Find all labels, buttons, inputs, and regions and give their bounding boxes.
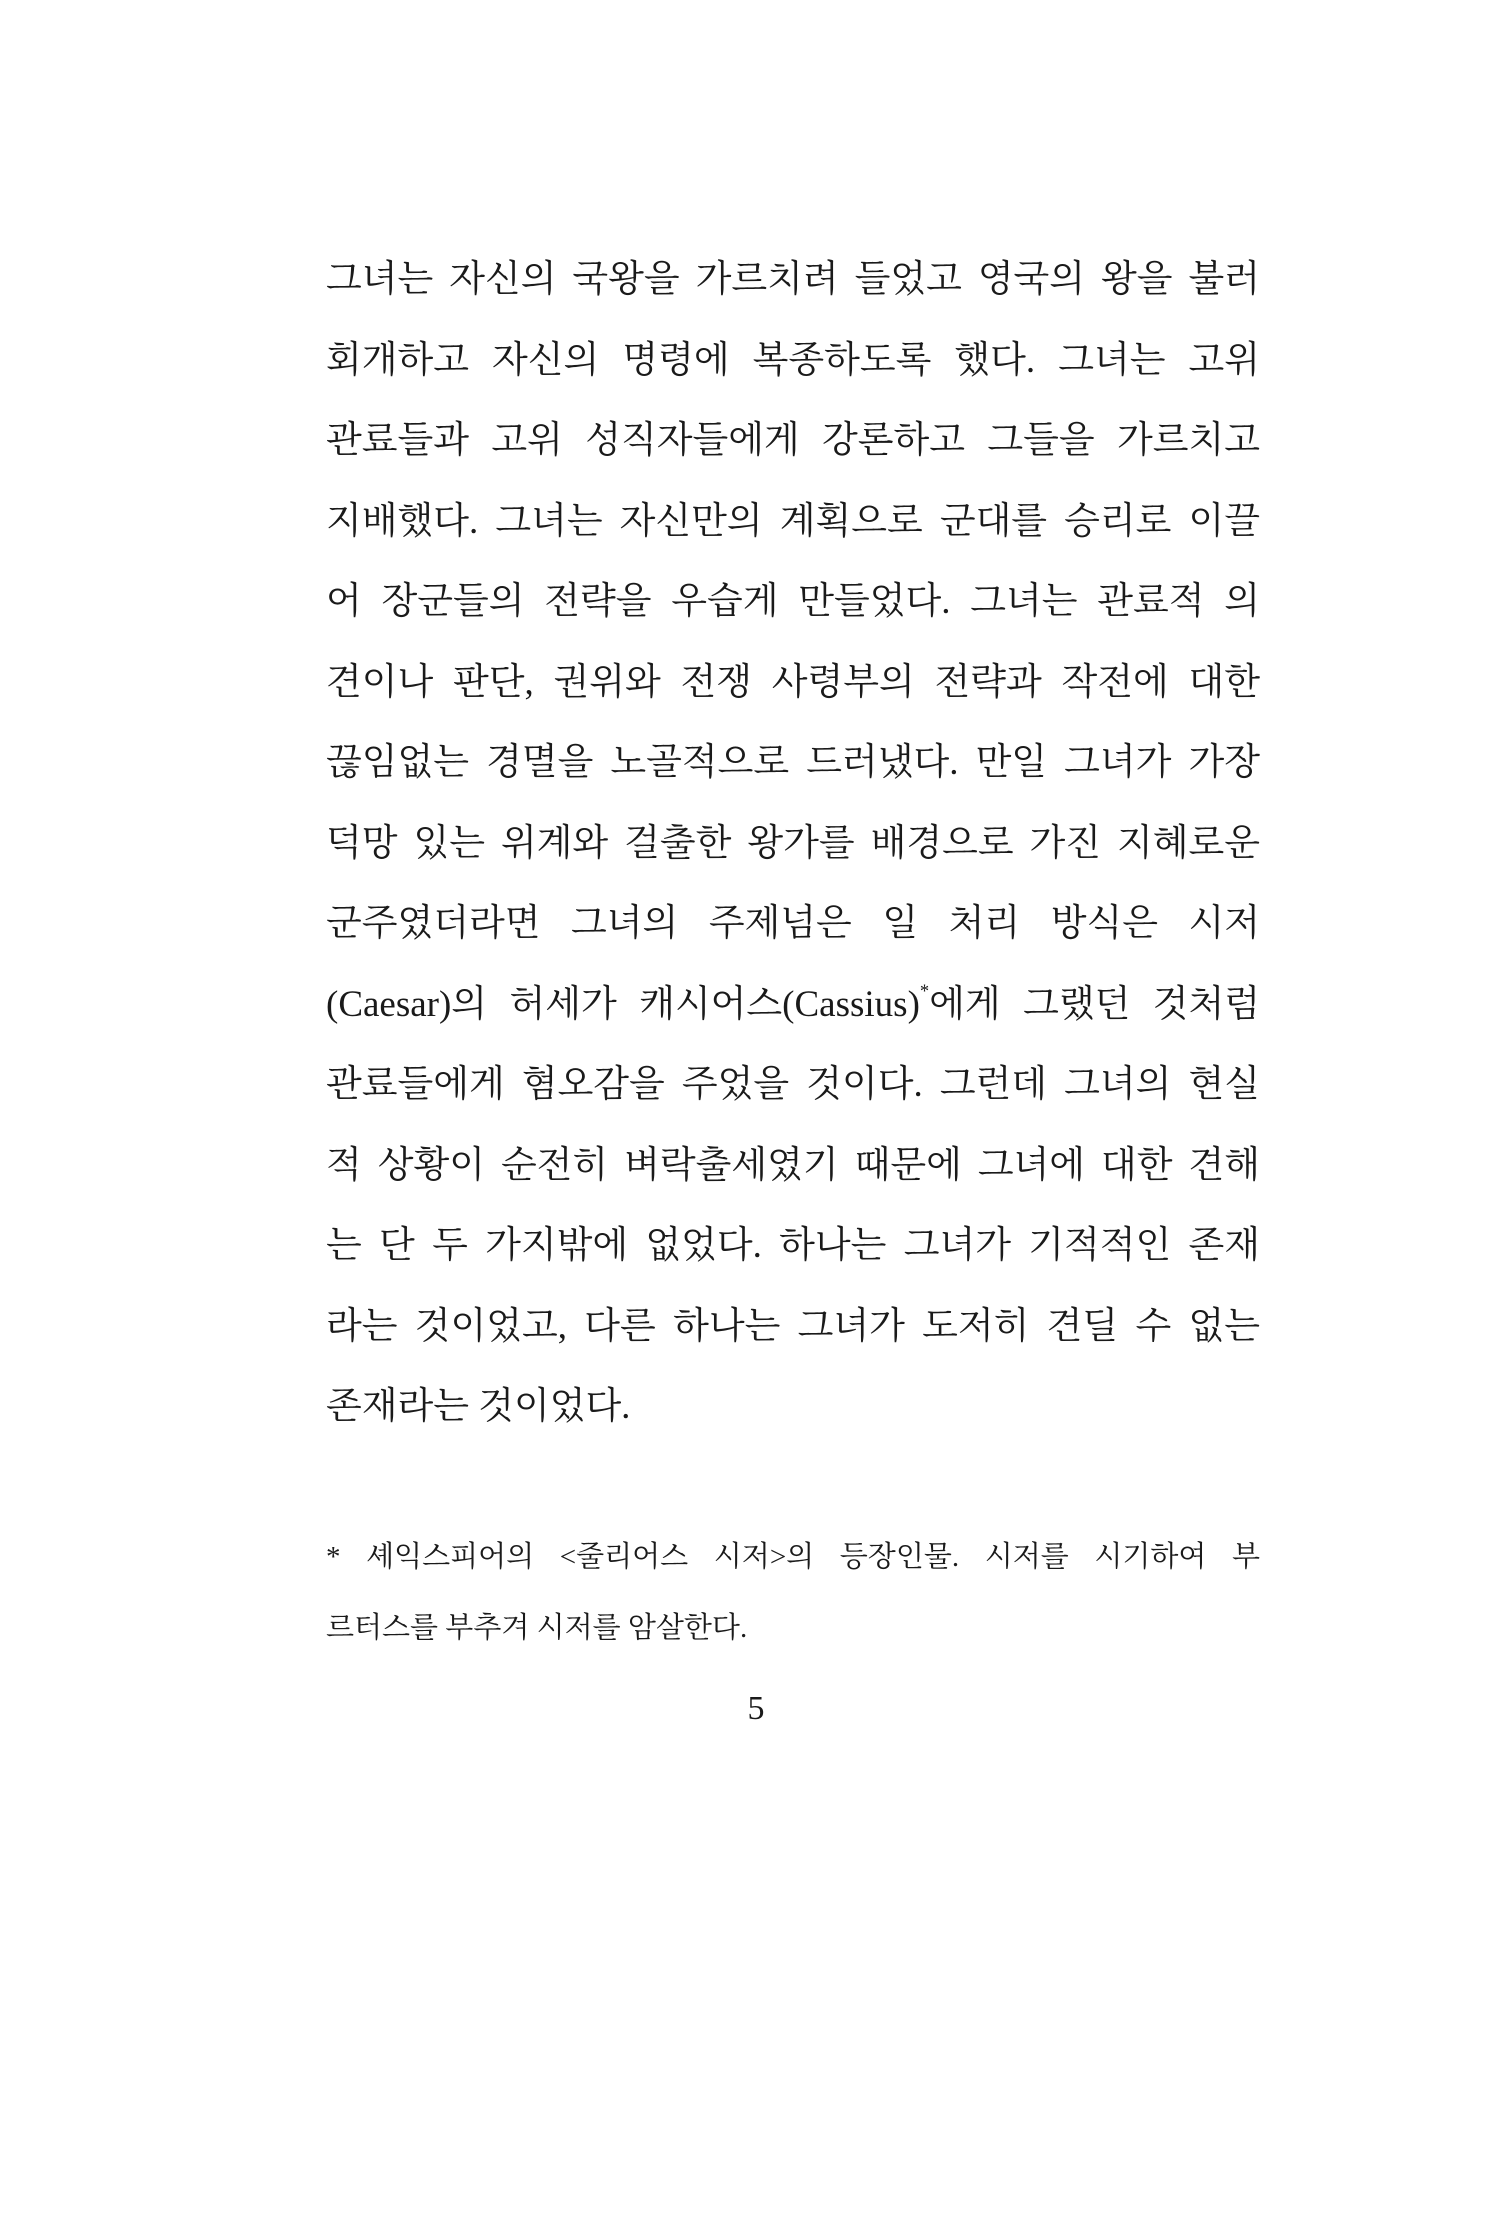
body-paragraph	[326, 252, 1260, 1460]
text-line: 회개하고 자신의 명령에 복종하도록 했다. 그녀는 고위	[326, 339, 1260, 381]
text-line: 존재라는 것이었다.	[326, 1386, 631, 1427]
footnote-line: * 셰익스피어의 <줄리어스 시저>의 등장인물. 시저를 시기하여 부	[326, 1541, 1260, 1573]
text-line: 적 상황이 순전히 벼락출세였기 때문에 그녀에 대한 견해	[326, 1144, 1260, 1186]
footnote-line: 르터스를 부추겨 시저를 암살한다.	[326, 1612, 748, 1644]
text-line: 견이나 판단, 권위와 전쟁 사령부의 전략과 작전에 대한	[326, 661, 1260, 703]
text-line: 지배했다. 그녀는 자신만의 계획으로 군대를 승리로 이끌	[326, 500, 1260, 542]
text-segment: (Caesar)의 허세가 캐시어스(Cassius)	[326, 983, 920, 1025]
text-segment: 에게 그랬던 것처럼	[929, 983, 1260, 1025]
text-line: 덕망 있는 위계와 걸출한 왕가를 배경으로 가진 지혜로운	[326, 822, 1260, 864]
text-line: 어 장군들의 전략을 우습게 만들었다. 그녀는 관료적 의	[326, 581, 1260, 622]
text-line: 관료들과 고위 성직자들에게 강론하고 그들을 가르치고	[326, 420, 1260, 461]
page-number: 5	[747, 1690, 765, 1727]
text-line: 관료들에게 혐오감을 주었을 것이다. 그런데 그녀의 현실	[326, 1064, 1260, 1105]
text-line: 는 단 두 가지밖에 없었다. 하나는 그녀가 기적적인 존재	[326, 1225, 1260, 1266]
text-line: 끊임없는 경멸을 노골적으로 드러냈다. 만일 그녀가 가장	[326, 742, 1260, 783]
footnote-marker: *	[919, 981, 930, 1002]
footnote	[326, 1533, 1260, 1675]
text-line: 라는 것이었고, 다른 하나는 그녀가 도저히 견딜 수 없는	[326, 1305, 1260, 1347]
text-line: 그녀는 자신의 국왕을 가르치려 들었고 영국의 왕을 불러	[326, 259, 1260, 300]
text-line: 군주였더라면 그녀의 주제넘은 일 처리 방식은 시저	[326, 903, 1260, 944]
text-line	[326, 977, 1260, 1058]
